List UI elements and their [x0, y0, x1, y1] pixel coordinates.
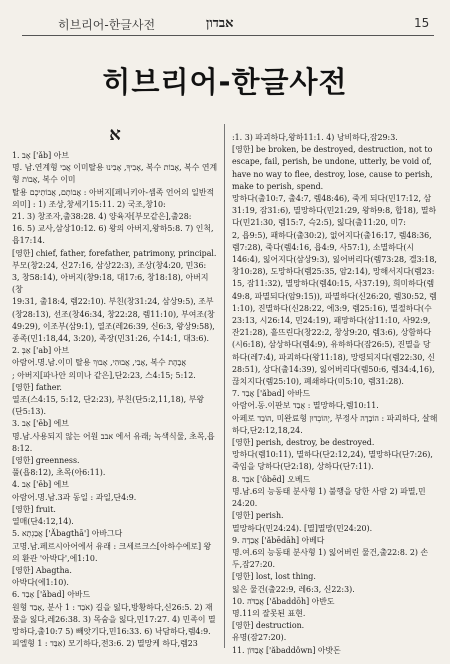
entry-line: 19:31, 출18:4, 렘22:10). 부친(창31:24, 삼상9:5), 조부	[12, 297, 214, 307]
entry-line: [영한] be broken, be destroyed, destruction, not to escape, fail, perish, be undone, utterly, be void of, have no way to flee, destroy, lose, cause to perish, make to perish, spend.	[232, 145, 433, 191]
entry-line: 열매(단4:12,14).	[12, 517, 74, 527]
entry-line: 16. 5) 교사,삼상10:12. 6) 왕의 아버지,왕하5:8. 7) 인척,욥17:14.	[12, 224, 214, 246]
entry-line: [영한] lost, lost thing.	[232, 572, 316, 582]
entry-line: [영한] perish, destroy, be destroyed.	[232, 438, 375, 448]
left-column	[12, 122, 218, 650]
entry-line: 명.여.6의 능동태 분사형 1) 잃어버린 물건,출22:8. 2) 손두,잠27:20.	[232, 547, 429, 570]
entry-line: 9. אֲבֵדָה ['ăbēdāh] 아베다	[232, 535, 325, 545]
entry-line: 잃은 물건(출22:9, 레6:3, 신22:3).	[232, 584, 355, 594]
entry-line: [영한] chief, father, forefather, patrimony, principal.	[12, 248, 217, 258]
entry-line: 명.11의 잘못된 표현.	[232, 608, 306, 618]
entry-line: 망하다(출10:7, 출4:7, 렘48:46), 죽게 되다(민17:12, 삼31:19, 잠31:6), 멸망하다(민21:29, 왕하9:8, 합18), 멸하다(민21:30, 렘15:7, 슥2:5), 잃다(출11:20, 미7:	[232, 194, 437, 228]
entry-line: ; 아버지[파나안 의미나 같은],단2:23, 스4:15; 5:12.	[12, 370, 196, 380]
entry-line: 부모(창2:24, 신27:16, 삼상22:3), 조상(창4:20, 민36:	[12, 260, 207, 270]
header-rule	[22, 35, 434, 36]
entry-line: 11. אֲבַדּוֹן ['ăbaddôwn] 아밧돈	[232, 645, 341, 655]
entry-line: [영한] greenness.	[12, 456, 80, 466]
page-number: 15	[414, 16, 430, 30]
entry-line: 21. 3) 창조자,출38:28. 4) 양육자[부모같은],출28:	[12, 212, 192, 222]
entry-line: 7. אֲבַד ['ăbad] 아바드	[232, 389, 311, 399]
entry-line: 5. אֲבַגְתָא ['Ăbagthā'] 아바그다	[12, 529, 123, 539]
entry-line: [영한] destruction.	[232, 621, 305, 631]
entry-line: 풀(욥8:12), 초목(아6:11).	[12, 468, 106, 478]
entry-line: (창28:13), 선조(창46:34, 창22:28, 렘11:10), 부여조(창	[12, 309, 215, 319]
entry-line: 아람어.동.이판보 אֲבַד : 멸망하다,렘10:11.	[232, 401, 379, 411]
entry-line: 명.남.6의 능동태 분사형 1) 불행을 당한 사람 2) 파멸,민24:20.	[232, 486, 426, 509]
entry-line: 4. אֵב ['ēb] 에브	[12, 480, 69, 490]
entry-line: 15, 잠11:32), 멸망하다(렘40:15, 사37:19), 희미하다(렘49:8, 파멸되다(암9:15)), 파멸하다(신26:20, 렘30:52, 렘1:10), 진멸하다(신28:22, 에3:9, 렘25:16), 멸절하다(수23:13, 시26:14, 민24:19), 패망하다(삼11:10, 사92:9, 잔21:28), 흩뜨린다(창22:2, 창상9:20, 렘3:6), 상함하다(시6:18), 삼상하다(렘4:9), 유하하다(잠26:5), 진멸을 당하다(레7:4), 파괴하다(왕11:18), 망령되지다(렘22:30, 신28:51), 상다(출14:39), 잃어버리다(렘50:6, 렘34:4,16), 끊치지다(렘25:10), 폐쇄하다(미5:10, 렘31:28).	[232, 279, 437, 387]
entry-line: 2. אַבְּ ['ab] 아브	[12, 346, 69, 356]
entry-line: 탈용 אֲבוֹתָם, אֲבוֹתֵיכֶם : 아버지[페니키아-셈족 언어의 일반적 의미] : 1) 조상,창세기15:11. 2) 국조,창10:	[12, 187, 215, 209]
running-title: 히브리어-한글사전	[58, 18, 156, 32]
entry-line: [영한] father.	[12, 382, 62, 392]
entry-line: 아페로 הוֹבֵד, 미완료형 יְהוֹבְדוּן, 부정사 הוֹבָדָה : 파괴하다, 살해하다,단2:12,18,24.	[232, 413, 438, 435]
page-header	[0, 0, 450, 38]
column-divider	[224, 124, 225, 648]
entry-line: 종족(민1:18,44, 3:20), 족장(민31:26, 수14:1, 대3:6).	[12, 334, 210, 344]
entry-line: 3. אֵב ['ēb] 에브	[12, 419, 69, 429]
entry-line: 고명.남.페르시아어에서 유래 : 크세르크스[아하수에로] 왕의 환관 '아박다',에1:10.	[12, 541, 212, 563]
entry-line: :1. 3) 파괴하다,왕하11:1. 4) 낭비하다,잠29:3.	[232, 133, 398, 142]
entry-line: 아람어.명.남.이미 탈용 אָבִי, אֲבוּהִי, אָבוּךְ, 복수 אֲבָהָת	[12, 358, 187, 368]
entry-line: 아람어.명.남.3과 동일 : 과일,단4:9.	[12, 492, 137, 502]
section-letter: א	[109, 124, 121, 145]
entry-line: 열조(스4:15, 5:12, 단2:23), 부친(단5:2,11,18), 부왕	[12, 395, 204, 405]
page-title: 히브리어-한글사전	[102, 65, 348, 99]
running-hebrew-mark: אבדון	[206, 16, 234, 31]
entry-line: 명.남.사용되지 않는 어원 אבב 에서 유래; 녹색식물, 초목,욥8:12.	[12, 431, 215, 453]
entry-line: 3, 창58:14), 아버지(창9:18, 대17:6, 창18:18), 아버지(창	[12, 273, 209, 295]
entry-line: [영한] fruit.	[12, 504, 56, 514]
entry-line: 1. אָב ['ǎb] 아브	[12, 151, 69, 160]
entry-line: 피엘형 אִבֵּד : 1) 모기하다,전3:6. 2) 멸망케 하다,렘23	[12, 639, 198, 649]
entry-line: 6. אָבַד ['ǎbad] 아바드	[12, 590, 91, 600]
entry-line: 2, 욥9:5), 패하다(출30:2), 없어지다(출16:17, 렘48:36, 렘7:28), 죽다(렘4:16, 욥4:9, 사57:1), 소멸하다(시146:4), 잃어지다(삼상9:3), 잃어버리다(렘73:28, 겔3:18, 창10:28), 도망하다(렘25:35, 암2:14), 망해서지다(렘23:	[232, 230, 437, 277]
entry-line: 멸망하다(민24:24). [멸]멸망(민24:20).	[232, 523, 373, 533]
entry-line: 유명(잠27:20).	[232, 633, 287, 643]
entry-line: 망하다(렘10:11), 멸하다(단2:12,24), 멸망하다(단7:26), 죽임을 당하다(단2:18), 상하다(단7:11).	[232, 450, 433, 472]
right-column	[232, 132, 438, 657]
entry-line: 원형 אָבַד, 분사 אֹבֵד : 1) 길을 잃다,방황하다,신26:5. 2) 재물을 잃다,레26:38. 3) 목숨을 잃다,민17:27. 4) 민족이 멸망하다,출10:7 5) 빼앗기다,민16:33. 6) 낙담하다,렘4:9.	[12, 602, 216, 636]
entry-line: (단5:13).	[12, 407, 47, 417]
entry-line: 49:29), 이조부(삼9:1), 열조(레26:39, 신6:3, 왕상9:58),	[12, 321, 215, 331]
entry-line: 10. אֲבַדֹּה ['ăbaddōh] 아반도	[232, 596, 335, 606]
entry-line: 8. אֹבֵד ['ôbēd] 오베드	[232, 474, 311, 484]
entry-line: 아박다(에1:10).	[12, 578, 69, 588]
entry-line: 명. 남.연계형 אֲבִי 이미탈용 אָבִיךָ, אָבִינוּ, 복수 אָבוֹת, 복수 연계형 אֲבוֹת, 복수 이미	[12, 163, 218, 185]
entry-line: [영한] perish.	[232, 511, 284, 521]
entry-line: [영한] Abagtha.	[12, 565, 72, 575]
